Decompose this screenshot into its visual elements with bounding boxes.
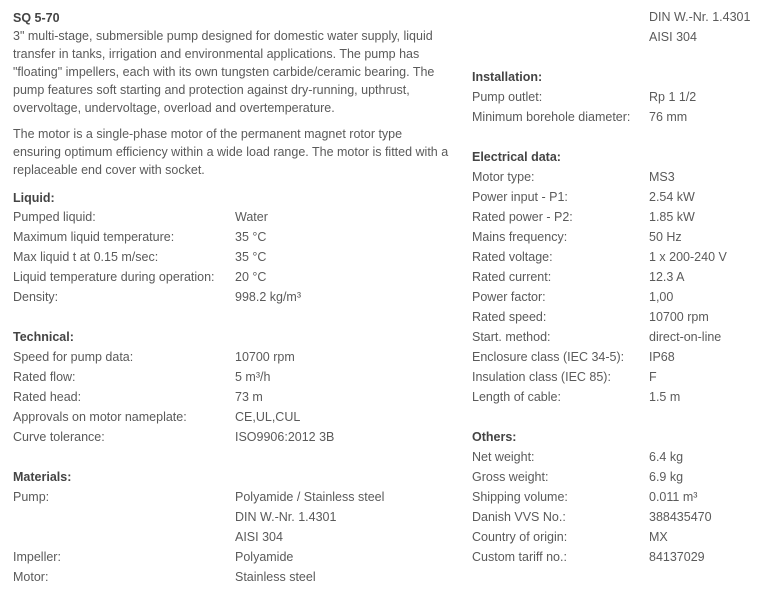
product-description: 3" multi-stage, submersible pump designed for domestic water supply, liquid transfer in tanks, irrigation and environmental applications. The pump has "floating" impellers, each with its own tungsten carbide/ceramic bearing. The pump features soft starting and protection against dry-running, upthrust, overvoltage, undervoltage, overload and overtemperature. [13,29,435,115]
spec-label: Rated current: [472,270,552,284]
spec-value: 1 x 200-240 V [649,250,727,264]
spec-label: Power factor: [472,290,546,304]
spec-label: Rated voltage: [472,250,553,264]
spec-value: Polyamide [235,550,294,564]
spec-value: 10700 rpm [235,350,295,364]
spec-value: 84137029 [649,550,705,564]
spec-label: Rated flow: [13,370,76,384]
spec-value: 388435470 [649,510,712,524]
spec-label: Pump outlet: [472,90,543,104]
spec-value: 1,00 [649,290,674,304]
others-heading: Others: [472,430,517,444]
spec-label: Start. method: [472,330,551,344]
spec-value: Rp 1 1/2 [649,90,697,104]
spec-label: Rated speed: [472,310,547,324]
spec-value: AISI 304 [235,530,283,544]
spec-label: Country of origin: [472,530,568,544]
spec-value: 1.5 m [649,390,681,404]
spec-label: Maximum liquid temperature: [13,230,175,244]
liquid-heading: Liquid: [13,191,55,205]
spec-value: Polyamide / Stainless steel [235,490,385,504]
spec-value: CE,UL,CUL [235,410,301,424]
spec-value: Stainless steel [235,570,316,584]
spec-label: Density: [13,290,59,304]
spec-label: Speed for pump data: [13,350,134,364]
spec-value: 1.85 kW [649,210,695,224]
spec-value: MX [649,530,668,544]
electrical-heading: Electrical data: [472,150,561,164]
spec-value: 5 m³/h [235,370,271,384]
spec-label: Mains frequency: [472,230,568,244]
spec-value: 35 °C [235,230,267,244]
spec-value: 998.2 kg/m³ [235,290,302,304]
spec-value: MS3 [649,170,675,184]
spec-value: DIN W.-Nr. 1.4301 [235,510,337,524]
spec-value: 50 Hz [649,230,682,244]
spec-label: Curve tolerance: [13,430,105,444]
spec-value: 73 m [235,390,263,404]
spec-value: 20 °C [235,270,267,284]
spec-label: Liquid temperature during operation: [13,270,215,284]
spec-label: Power input - P1: [472,190,568,204]
spec-label: Length of cable: [472,390,561,404]
spec-value: F [649,370,657,384]
materials-heading: Materials: [13,470,72,484]
spec-value: DIN W.-Nr. 1.4301 [649,10,751,24]
installation-heading: Installation: [472,70,543,84]
spec-value: direct-on-line [649,330,722,344]
spec-value: 35 °C [235,250,267,264]
spec-label: Impeller: [13,550,61,564]
spec-value: 12.3 A [649,270,685,284]
spec-value: 76 mm [649,110,688,124]
spec-label: Motor type: [472,170,535,184]
spec-label: Gross weight: [472,470,549,484]
product-title: SQ 5-70 [13,11,60,25]
spec-label: Motor: [13,570,49,584]
spec-label: Approvals on motor nameplate: [13,410,187,424]
spec-value: AISI 304 [649,30,697,44]
spec-value: 6.4 kg [649,450,684,464]
spec-label: Rated head: [13,390,82,404]
technical-heading: Technical: [13,330,74,344]
spec-label: Pumped liquid: [13,210,96,224]
spec-value: 2.54 kW [649,190,695,204]
spec-label: Max liquid t at 0.15 m/sec: [13,250,159,264]
spec-value: ISO9906:2012 3B [235,430,335,444]
spec-value: 10700 rpm [649,310,709,324]
spec-label: Pump: [13,490,50,504]
spec-label: Enclosure class (IEC 34-5): [472,350,625,364]
spec-label: Danish VVS No.: [472,510,566,524]
spec-value: IP68 [649,350,675,364]
spec-label: Shipping volume: [472,490,568,504]
spec-value: 6.9 kg [649,470,684,484]
spec-value: 0.011 m³ [649,490,698,504]
spec-label: Insulation class (IEC 85): [472,370,611,384]
spec-label: Net weight: [472,450,535,464]
spec-label: Rated power - P2: [472,210,573,224]
motor-description: The motor is a single-phase motor of the permanent magnet rotor type ensuring optimum efficiency within a wide load range. The motor is fitted with a replaceable end cover with socket. [13,127,449,177]
spec-label: Custom tariff no.: [472,550,567,564]
spec-value: Water [235,210,268,224]
spec-label: Minimum borehole diameter: [472,110,631,124]
